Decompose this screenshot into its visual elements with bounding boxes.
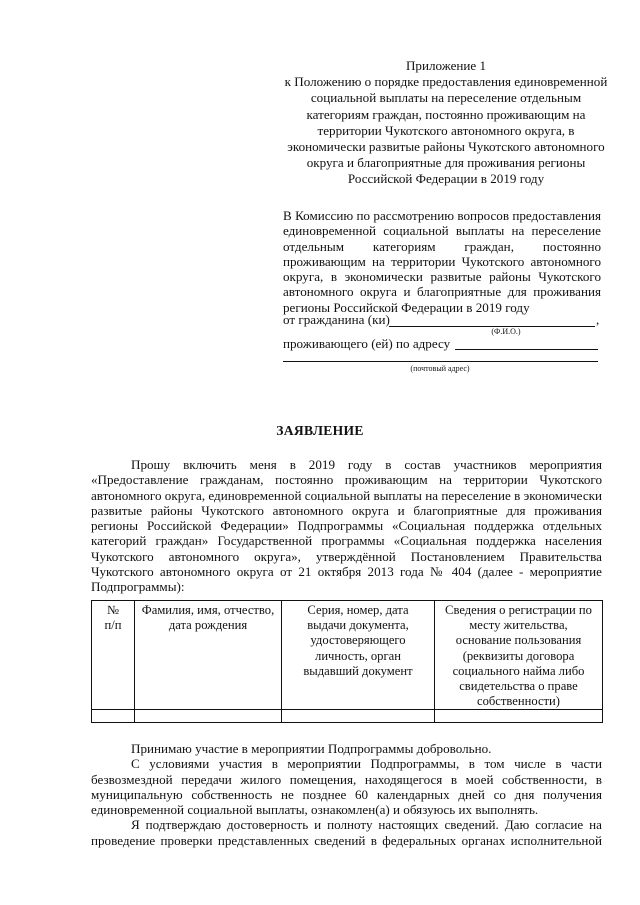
fio-caption: (Ф.И.О.) [491,327,521,336]
header-text: выдачи документа, [307,618,409,633]
addressee-line: автономного округа и благоприятные для проживания [283,284,601,300]
appendix-line: к Положению о порядке предоставления единовременной [284,74,608,90]
paragraph-line: Чукотского автономного округа», утверждённой Постановлением Правительства [91,548,602,564]
table-cell[interactable] [92,710,135,723]
appendix-line: территории Чукотского автономного округа, в [317,122,575,138]
addressee-line: В Комиссию по рассмотрению вопросов предоставления [283,208,601,223]
paragraph-line: регионы Российской Федерации» Подпрограммы «Социальная поддержка отдельных [91,518,602,534]
table-cell[interactable] [435,710,603,723]
header-text: Серия, номер, дата [307,603,409,617]
paragraph-line: Принимаю участие в мероприятии Подпрограммы добровольно. [131,741,492,756]
header-number [92,601,135,710]
paragraph-line: Подпрограммы): [91,579,185,595]
paragraph-line: безвозмездной передачи жилого помещения, находящегося в моей собственности, в [91,771,602,787]
header-text: № [106,603,120,617]
header-text: (реквизиты договора [462,648,575,663]
table-cell[interactable] [135,710,282,723]
paragraph-line: С условиями участия в мероприятии Подпрограммы, в том числе в части [131,756,602,772]
paragraph-line: «Предоставление гражданам, постоянно проживающим на территории Чукотского [91,472,602,488]
header-text: выдавший документ [303,663,413,678]
appendix-line: округа и благоприятные для проживания регионы [306,155,586,171]
paragraph-line: категорий граждан» Государственной программы «Социальная поддержка населения [91,533,602,549]
postal-address-input-line[interactable] [283,361,598,362]
appendix-line: категориям граждан, постоянно проживающим на [306,106,586,122]
paragraph-line: Чукотского автономного округа от 21 октября 2013 года № 404 (далее - мероприятие [91,564,602,580]
document-title: ЗАЯВЛЕНИЕ [276,423,364,438]
paragraph-line: автономного округа, единовременной социальной выплаты на переселение в экономически [91,487,602,503]
table-row [92,710,603,723]
postal-address-caption: (почтовый адрес) [410,364,470,373]
consent-paragraphs [91,741,602,848]
appendix-line: Российской Федерации в 2019 году [347,171,545,187]
address-input-line[interactable] [455,349,598,350]
request-paragraph [91,457,602,595]
header-text: п/п [104,618,122,633]
addressee-line: регионы Российской Федерации в 2019 году [283,299,530,315]
header-text: основание пользования [455,633,582,648]
table-cell[interactable] [282,710,435,723]
from-citizen-comma: , [596,312,600,327]
paragraph-line: Я подтверждаю достоверность и полноту настоящих сведений. Даю согласие на [131,817,602,833]
paragraph-line: проведение проверки представленных сведений в федеральных органах исполнительной [91,832,602,848]
header-text: личность, орган [315,648,401,663]
applicant-table [91,600,603,723]
appendix-line: социальной выплаты на переселение отдельным [310,90,582,106]
header-text: свидетельства о праве [459,679,578,694]
header-identity-document [282,601,435,710]
appendix-header [278,58,614,188]
address-label: проживающего (ей) по адресу [283,336,451,351]
appendix-line: экономически развитые районы Чукотского автономного [287,139,605,155]
header-registration [435,601,603,710]
paragraph-line: Прошу включить меня в 2019 году в состав участников мероприятия [131,457,602,472]
addressee-line: отдельным категориям граждан, постоянно [283,238,601,254]
paragraph-line: развитые районы Чукотского автономного округа и благоприятные для проживания [91,502,602,518]
header-text: месту жительства, [469,618,568,633]
table-header-row [92,601,603,710]
header-full-name [135,601,282,710]
header-text: собственности) [477,694,560,709]
paragraph-line: муниципальную собственность не позднее 60 календарных дней со дня получения [91,786,602,802]
from-citizen-label: от гражданина (ки) [283,312,390,327]
addressee-line: единовременной социальной выплаты на переселение [283,223,601,239]
paragraph-line: единовременной социальной выплаты, ознакомлен(а) и обязуюсь их выполнять. [91,802,539,818]
addressee-line: проживающим на территории Чукотского автономного [283,253,601,269]
appendix-line: Приложение 1 [405,58,487,73]
addressee-line: округа, в экономически развитые районы Чукотского [283,269,601,285]
header-text: дата рождения [168,618,248,633]
header-text: социального найма либо [452,663,585,678]
addressee-block [283,208,601,315]
header-text: удостоверяющего [310,633,406,648]
header-text: Сведения о регистрации по [445,603,592,617]
header-text: Фамилия, имя, отчество, [141,603,275,617]
